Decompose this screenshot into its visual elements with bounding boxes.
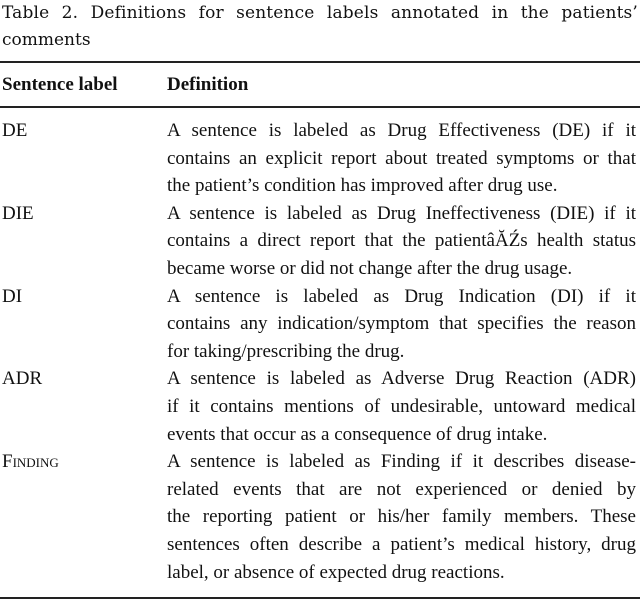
top-rule: [0, 61, 640, 63]
definition-line: A sentence is labeled as Adverse Drug Reaction (ADR): [167, 368, 636, 390]
definition-line: A sentence is labeled as Drug Ineffectiveness (DIE) if it: [167, 202, 636, 224]
definition-line: the patient’s condition has improved after drug use.: [167, 175, 558, 197]
row-label: Finding: [2, 451, 59, 473]
definition-line: events that occur as a consequence of drug intake.: [167, 423, 548, 445]
table-row: [0, 365, 640, 448]
definition-line: if it contains mentions of undesirable, untoward medical: [167, 395, 636, 417]
definition-line: sentences often describe a patient’s medical history, drug: [167, 533, 636, 555]
header-sentence-label: Sentence label: [2, 74, 118, 95]
row-label: DI: [2, 285, 23, 307]
caption-line-2: comments: [2, 30, 91, 50]
row-definition: [167, 200, 636, 283]
row-definition: [167, 448, 636, 586]
table-row: [0, 283, 640, 366]
row-label: DIE: [2, 202, 34, 224]
row-label: DE: [2, 120, 28, 141]
row-label: ADR: [2, 368, 43, 390]
definition-line: for taking/prescribing the drug.: [167, 340, 405, 362]
bottom-rule: [0, 597, 640, 599]
caption-line-1: Table 2. Definitions for sentence labels annotated in the patients’: [2, 3, 638, 23]
definition-line: the reporting patient or his/her family members. These: [167, 506, 636, 528]
table-body: [0, 117, 640, 586]
header-definition: Definition: [167, 74, 249, 95]
definition-line: contains an explicit report about treated symptoms or that: [167, 147, 636, 169]
row-definition: [167, 117, 636, 200]
table-caption: [2, 0, 638, 54]
definition-line: contains any indication/symptom that specifies the reason: [167, 313, 636, 335]
header-rule: [0, 106, 640, 108]
table-row: [0, 117, 640, 200]
row-definition: [167, 283, 636, 366]
definition-line: contains a direct report that the patientâĂŹs health status: [167, 230, 636, 252]
definition-line: label, or absence of expected drug reactions.: [167, 561, 505, 583]
definition-line: A sentence is labeled as Drug Effectiveness (DE) if it: [167, 120, 636, 141]
row-definition: [167, 365, 636, 448]
table-row: [0, 200, 640, 283]
definition-line: related events that are not experienced or denied by: [167, 478, 636, 500]
definition-line: became worse or did not change after the drug usage.: [167, 257, 573, 279]
definition-line: A sentence is labeled as Finding if it describes disease-: [167, 451, 636, 473]
table-row: [0, 448, 640, 586]
definition-line: A sentence is labeled as Drug Indication (DI) if it: [167, 285, 636, 307]
